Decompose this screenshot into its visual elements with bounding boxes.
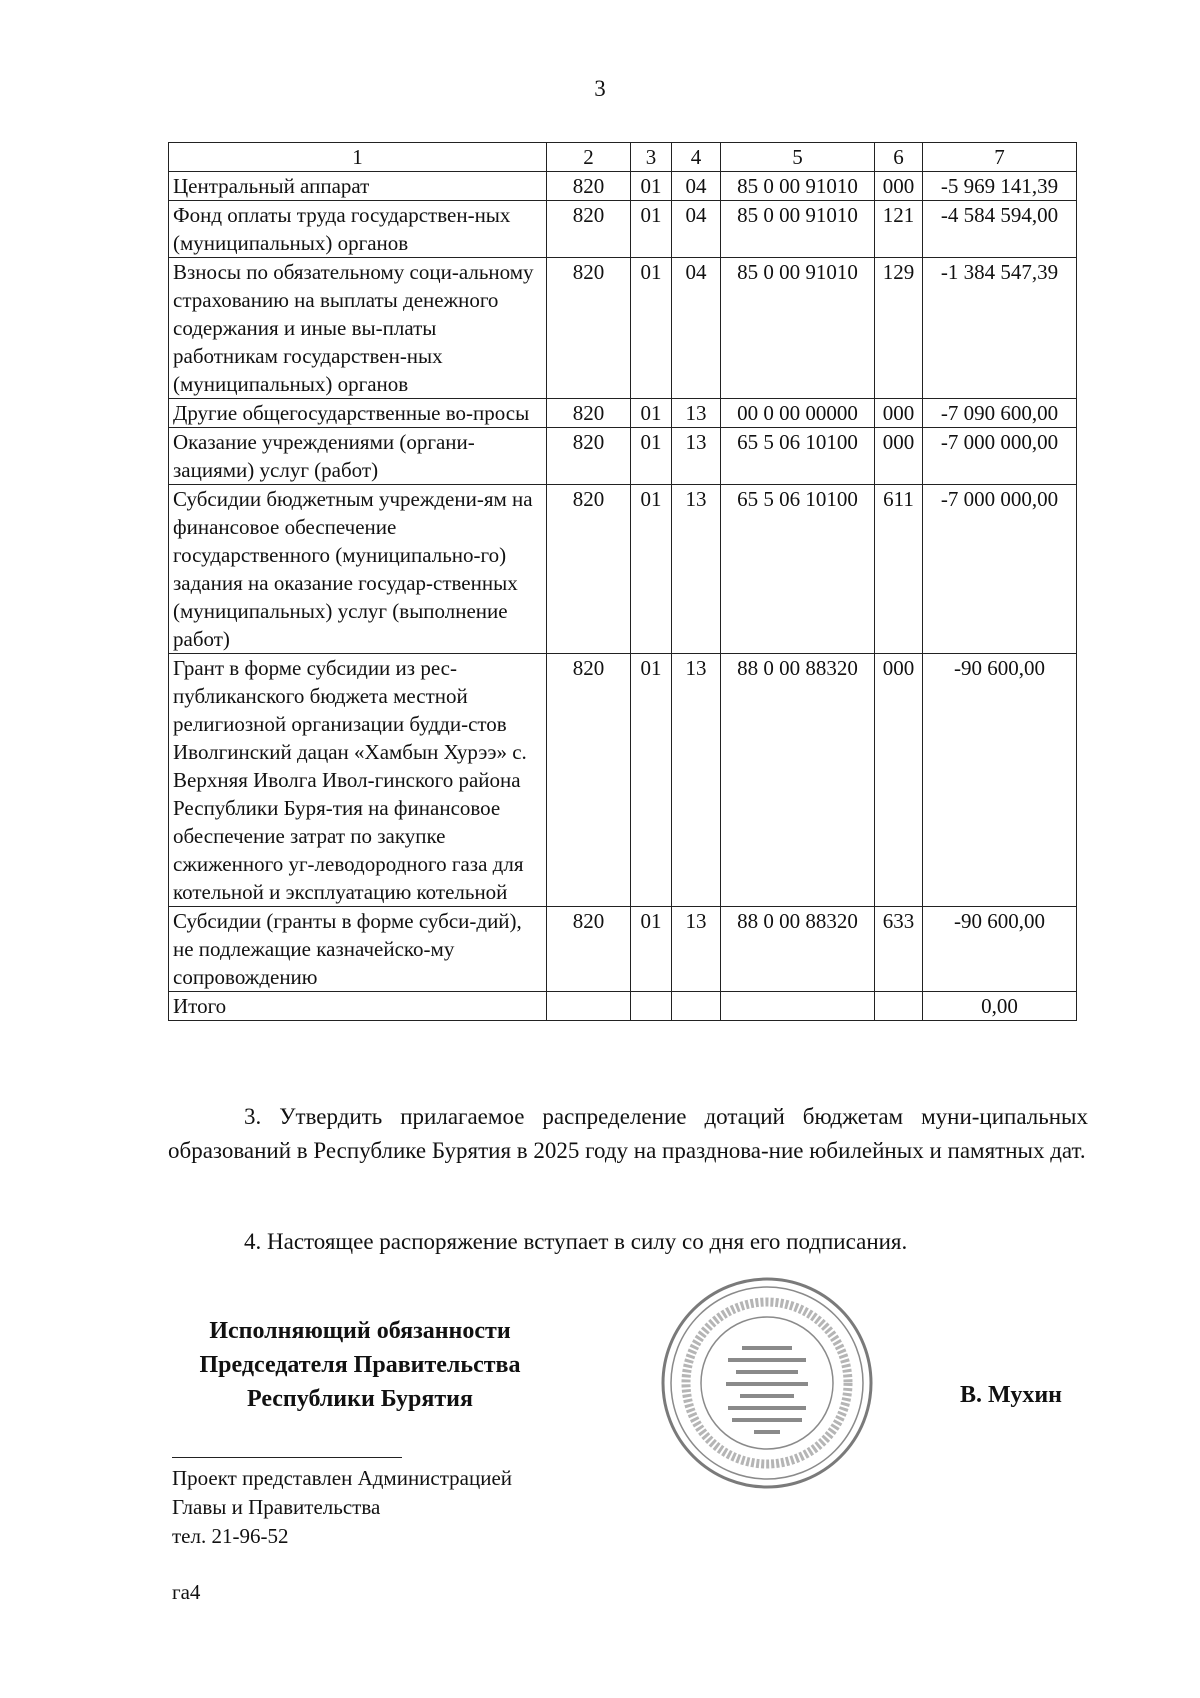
- row-col-4: 13: [672, 399, 721, 428]
- paragraph-3-text: 3. Утвердить прилагаемое распределение дотаций бюджетам муни-ципальных образований в Республике Бурятия в 2025 году на празднова-ние юбилейных и памятных дат.: [168, 1104, 1088, 1163]
- header-col-3: 3: [631, 143, 672, 172]
- row-col-5: 65 5 06 10100: [721, 485, 875, 654]
- paragraph-4-text: 4. Настоящее распоряжение вступает в силу со дня его подписания.: [244, 1229, 908, 1254]
- row-col-3: 01: [631, 907, 672, 992]
- row-col-3: 01: [631, 654, 672, 907]
- row-amount: -90 600,00: [923, 907, 1077, 992]
- row-name: Субсидии бюджетным учреждени-ям на финансовое обеспечение государственного (муниципально-го) задания на оказание государ-ственных (муниципальных) услуг (выполнение работ): [169, 485, 547, 654]
- row-col-2: 820: [547, 428, 631, 485]
- row-amount: -90 600,00: [923, 654, 1077, 907]
- row-name: Центральный аппарат: [169, 172, 547, 201]
- row-col-5: 85 0 00 91010: [721, 258, 875, 399]
- row-col-3: 01: [631, 201, 672, 258]
- row-amount: -5 969 141,39: [923, 172, 1077, 201]
- row-amount: -7 090 600,00: [923, 399, 1077, 428]
- row-col-2: 820: [547, 907, 631, 992]
- table-total-row: [169, 992, 1077, 1021]
- row-col-5: 00 0 00 00000: [721, 399, 875, 428]
- row-col-3: 01: [631, 258, 672, 399]
- header-col-5: 5: [721, 143, 875, 172]
- budget-table: [168, 142, 1077, 1021]
- total-label: Итого: [169, 992, 547, 1021]
- row-name: Фонд оплаты труда государствен-ных (муниципальных) органов: [169, 201, 547, 258]
- document-code: га4: [172, 1580, 201, 1604]
- header-col-2: 2: [547, 143, 631, 172]
- table-row: [169, 258, 1077, 399]
- row-col-4: 04: [672, 172, 721, 201]
- row-col-2: [547, 992, 631, 1021]
- row-col-3: 01: [631, 485, 672, 654]
- row-col-2: 820: [547, 201, 631, 258]
- official-seal-icon: [660, 1276, 874, 1490]
- row-name: Оказание учреждениями (органи-зациями) услуг (работ): [169, 428, 547, 485]
- row-amount: -7 000 000,00: [923, 485, 1077, 654]
- row-col-6: 000: [875, 654, 923, 907]
- row-col-5: 85 0 00 91010: [721, 201, 875, 258]
- paragraph-3: [168, 1100, 1088, 1168]
- row-col-6: 633: [875, 907, 923, 992]
- row-col-2: 820: [547, 172, 631, 201]
- table-row: [169, 201, 1077, 258]
- footnote-line: тел. 21-96-52: [172, 1524, 289, 1548]
- row-col-4: 13: [672, 428, 721, 485]
- row-name: Взносы по обязательному соци-альному страхованию на выплаты денежного содержания и иные вы-платы работникам государствен-ных (муниципальных) органов: [169, 258, 547, 399]
- row-col-2: 820: [547, 258, 631, 399]
- row-amount: -7 000 000,00: [923, 428, 1077, 485]
- signatory-title-line: Республики Бурятия: [246, 1386, 473, 1412]
- row-col-6: 121: [875, 201, 923, 258]
- table-header-row: [169, 143, 1077, 172]
- row-col-6: 611: [875, 485, 923, 654]
- header-col-7: 7: [923, 143, 1077, 172]
- row-col-3: 01: [631, 428, 672, 485]
- row-col-5: 88 0 00 88320: [721, 654, 875, 907]
- footnote-line: Проект представлен Администрацией: [172, 1466, 513, 1490]
- footnote-divider: [172, 1457, 402, 1458]
- header-col-1: 1: [169, 143, 547, 172]
- row-col-6: 000: [875, 399, 923, 428]
- table-row: [169, 428, 1077, 485]
- row-name: Грант в форме субсидии из рес-публиканского бюджета местной религиозной организации будди-стов Иволгинский дацан «Хамбын Хурээ» с. Верхняя Иволга Ивол-гинского района Республики Буря-тия на финансовое обеспечение затрат по закупке сжиженного уг-леводородного газа для котельной и эксплуатацию котельной: [169, 654, 547, 907]
- total-amount: 0,00: [923, 992, 1077, 1021]
- row-col-2: 820: [547, 485, 631, 654]
- row-col-4: 13: [672, 485, 721, 654]
- footnote: [172, 1464, 512, 1551]
- signatory-title: [150, 1314, 570, 1416]
- page-number: 3: [594, 76, 606, 101]
- row-col-5: 85 0 00 91010: [721, 172, 875, 201]
- row-col-2: 820: [547, 654, 631, 907]
- row-col-4: 13: [672, 907, 721, 992]
- row-col-3: 01: [631, 172, 672, 201]
- row-col-4: 04: [672, 258, 721, 399]
- table-row: [169, 485, 1077, 654]
- row-col-4: [672, 992, 721, 1021]
- row-col-3: [631, 992, 672, 1021]
- row-col-6: [875, 992, 923, 1021]
- row-col-6: 000: [875, 172, 923, 201]
- footnote-line: Главы и Правительства: [172, 1495, 381, 1519]
- row-name: Другие общегосударственные во-просы: [169, 399, 547, 428]
- row-amount: -4 584 594,00: [923, 201, 1077, 258]
- row-col-5: 65 5 06 10100: [721, 428, 875, 485]
- signatory-title-line: Исполняющий обязанности: [209, 1318, 511, 1344]
- paragraph-4: [168, 1225, 1088, 1259]
- signatory-title-line: Председателя Правительства: [199, 1352, 521, 1378]
- row-col-2: 820: [547, 399, 631, 428]
- row-col-5: 88 0 00 88320: [721, 907, 875, 992]
- row-name: Субсидии (гранты в форме субси-дий), не подлежащие казначейско-му сопровождению: [169, 907, 547, 992]
- header-col-4: 4: [672, 143, 721, 172]
- row-col-6: 000: [875, 428, 923, 485]
- table-row: [169, 172, 1077, 201]
- row-col-4: 13: [672, 654, 721, 907]
- row-col-4: 04: [672, 201, 721, 258]
- row-col-6: 129: [875, 258, 923, 399]
- row-amount: -1 384 547,39: [923, 258, 1077, 399]
- row-col-5: [721, 992, 875, 1021]
- table-row: [169, 907, 1077, 992]
- table-row: [169, 399, 1077, 428]
- signatory-name: В. Мухин: [960, 1382, 1062, 1408]
- header-col-6: 6: [875, 143, 923, 172]
- row-col-3: 01: [631, 399, 672, 428]
- table-row: [169, 654, 1077, 907]
